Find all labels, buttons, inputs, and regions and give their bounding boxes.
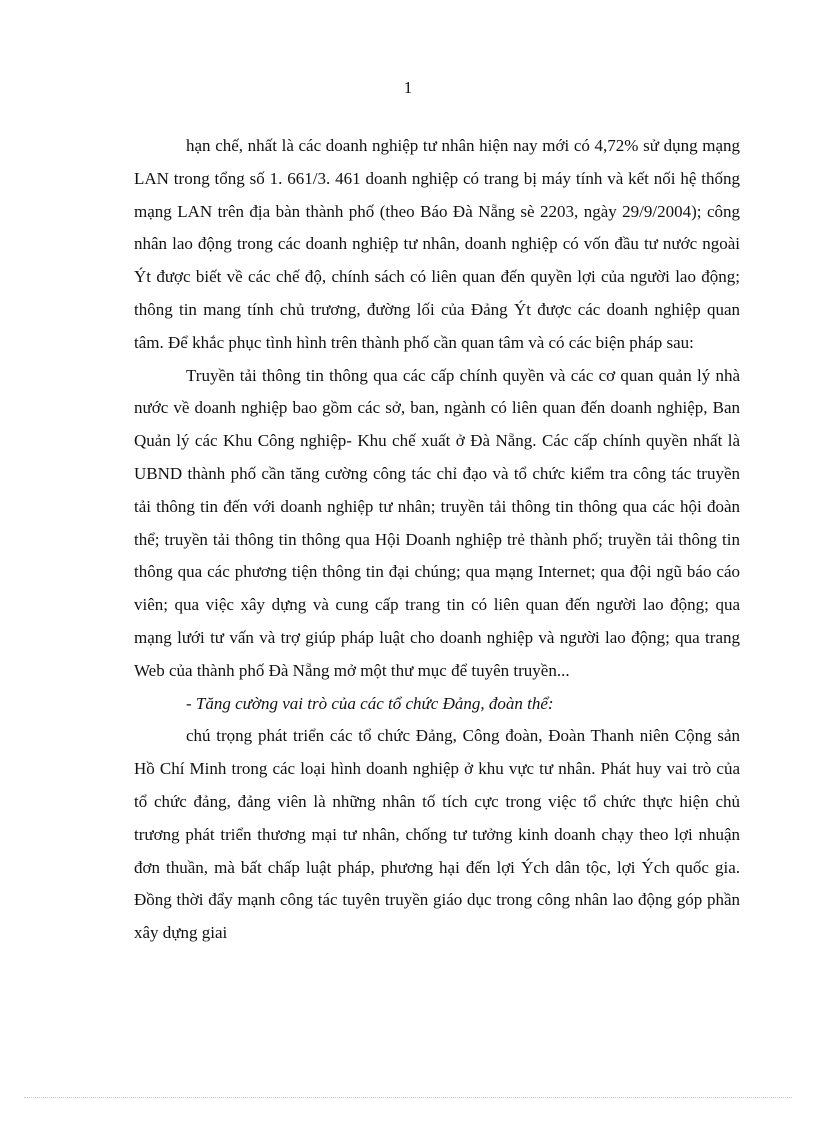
page-bottom-divider xyxy=(24,1097,792,1098)
page-number: 1 xyxy=(403,78,413,97)
section-heading: - Tăng cường vai trò của các tổ chức Đảng, đoàn thể: xyxy=(186,693,554,713)
paragraph-2: Truyền tải thông tin thông qua các cấp chính quyền và các cơ quan quản lý nhà nước về doanh nghiệp bao gồm các sở, ban, ngành có liên quan đến doanh nghiệp, Ban Quản lý các Khu Công nghiệp- Khu chế xuất ở Đà Nẵng. Các cấp chính quyền nhất là UBND thành phố cần tăng cường công tác chỉ đạo và tổ chức kiểm tra công tác truyền tải thông tin đến với doanh nghiệp tư nhân; truyền tải thông tin thông qua các hội đoàn thể; truyền tải thông tin thông qua Hội Doanh nghiệp trẻ thành phố; truyền tải thông tin thông qua các phương tiện thông tin đại chúng; qua mạng Internet; qua đội ngũ báo cáo viên; qua việc xây dựng và cung cấp trang tin có liên quan đến người lao động; qua mạng lưới tư vấn và trợ giúp pháp luật cho doanh nghiệp và người lao động; qua trang Web của thành phố Đà Nẵng mở một thư mục để tuyên truyền... xyxy=(134,365,740,680)
paragraph-1: hạn chế, nhất là các doanh nghiệp tư nhân hiện nay mới có 4,72% sử dụng mạng LAN trong tổng số 1. 661/3. 461 doanh nghiệp có trang bị máy tính và kết nối hệ thống mạng LAN trên địa bàn thành phố (theo Báo Đà Nẵng sè 2203, ngày 29/9/2004); công nhân lao động trong các doanh nghiệp tư nhân, doanh nghiệp có vốn đầu tư nước ngoài Ýt được biết về các chế độ, chính sách có liên quan đến quyền lợi của người lao động; thông tin mang tính chủ trương, đường lối của Đảng Ýt được các doanh nghiệp quan tâm. Để khắc phục tình hình trên thành phố cần quan tâm và có các biện pháp sau: xyxy=(134,136,740,352)
paragraph-3: chú trọng phát triển các tổ chức Đảng, Công đoàn, Đoàn Thanh niên Cộng sản Hồ Chí Minh trong các loại hình doanh nghiệp ở khu vực tư nhân. Phát huy vai trò của tổ chức đảng, đảng viên là những nhân tố tích cực trong việc tổ chức thực hiện chủ trương phát triển thương mại tư nhân, chống tư tưởng kinh doanh chạy theo lợi nhuận đơn thuần, mà bất chấp luật pháp, phương hại đến lợi Ých dân tộc, lợi Ých quốc gia. Đồng thời đẩy mạnh công tác tuyên truyền giáo dục trong công nhân lao động góp phần xây dựng giai xyxy=(134,726,740,943)
body-text xyxy=(134,130,740,950)
